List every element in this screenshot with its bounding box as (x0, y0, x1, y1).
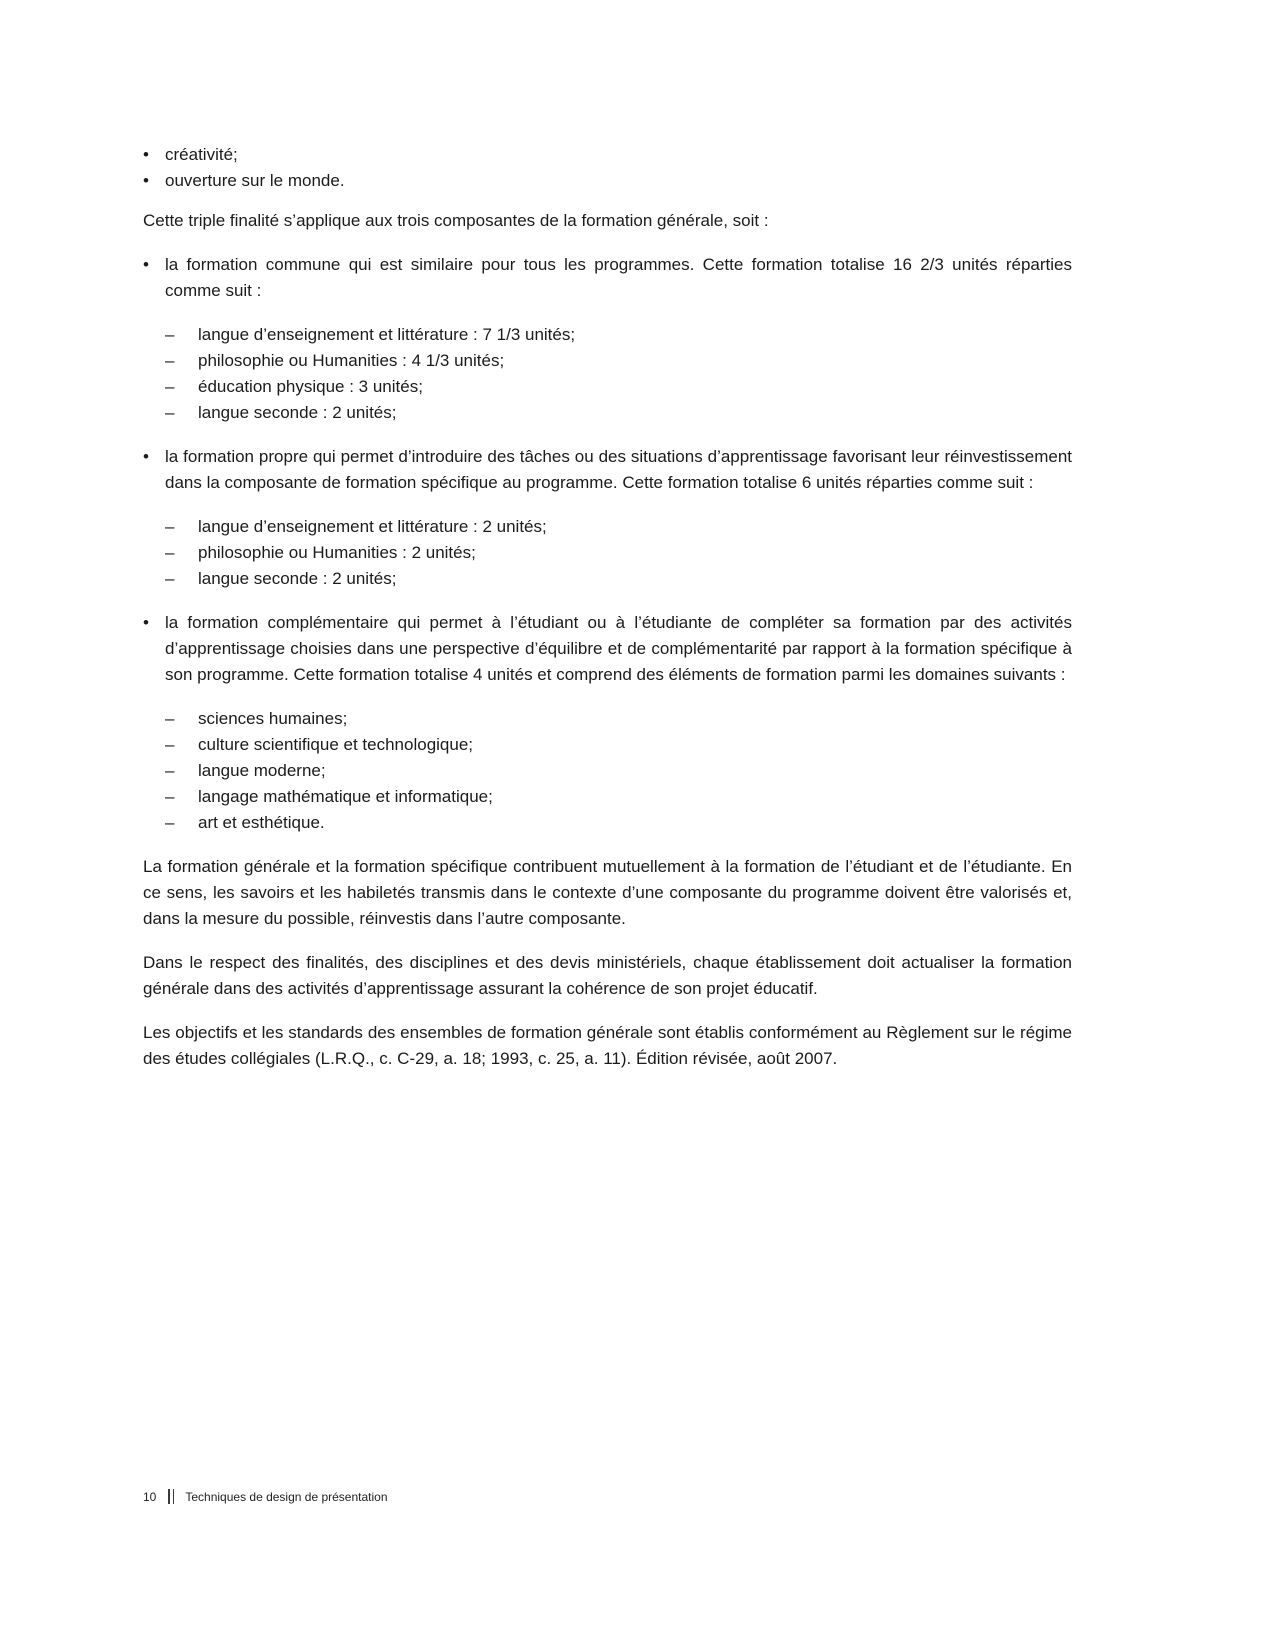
dash-icon: – (165, 813, 175, 832)
sub-item-text: langue d’enseignement et littérature : 2 unités; (198, 517, 547, 536)
sub-item (165, 540, 1072, 566)
bullet-section-text: la formation commune qui est similaire pour tous les programmes. Cette formation totalise 16 2/3 unités réparties comme suit : (165, 255, 1072, 300)
dash-icon: – (165, 735, 175, 754)
sub-item (165, 810, 1072, 836)
list-item-text: ouverture sur le monde. (165, 171, 345, 190)
sub-item (165, 706, 1072, 732)
dash-icon: – (165, 569, 175, 588)
dash-icon: – (165, 351, 175, 370)
dash-icon: – (165, 787, 175, 806)
paragraph: La formation générale et la formation spécifique contribuent mutuellement à la formation de l’étudiant et de l’étudiante. En ce sens, les savoirs et les habiletés transmis dans le contexte d’une composante du programme doivent être valorisés et, dans la mesure du possible, réinvestis dans l’autre composante. (143, 857, 1072, 928)
bullet-icon: • (143, 171, 149, 190)
page-footer (143, 1489, 388, 1504)
page-number: 10 (143, 1489, 157, 1504)
bullet-section-text: la formation complémentaire qui permet à l’étudiant ou à l’étudiante de compléter sa formation par des activités d’apprentissage choisies dans une perspective d’équilibre et de complémentarité par rapport à la formation spécifique à son programme. Cette formation totalise 4 unités et comprend des éléments de formation parmi les domaines suivants : (165, 613, 1072, 684)
bullet-icon: • (143, 613, 149, 632)
sub-item-text: art et esthétique. (198, 813, 325, 832)
bullet-icon: • (143, 255, 149, 274)
sub-item-text: philosophie ou Humanities : 2 unités; (198, 543, 476, 562)
paragraph: Les objectifs et les standards des ensembles de formation générale sont établis conformément au Règlement sur le régime des études collégiales (L.R.Q., c. C-29, a. 18; 1993, c. 25, a. 11). Édition révisée, août 2007. (143, 1023, 1072, 1068)
footer-divider (168, 1489, 174, 1504)
bullet-icon: • (143, 145, 149, 164)
sub-item-text: langue seconde : 2 unités; (198, 569, 397, 588)
sub-item (165, 784, 1072, 810)
page-content (143, 142, 1072, 1072)
footer-title: Techniques de design de présentation (185, 1489, 388, 1504)
sub-item (165, 400, 1072, 426)
sub-item-text: sciences humaines; (198, 709, 348, 728)
sub-item (165, 732, 1072, 758)
intro-paragraph: Cette triple finalité s’applique aux trois composantes de la formation générale, soit : (143, 211, 769, 230)
dash-icon: – (165, 403, 175, 422)
paragraph: Dans le respect des finalités, des disciplines et des devis ministériels, chaque établissement doit actualiser la formation générale dans des activités d’apprentissage assurant la cohérence de son projet éducatif. (143, 953, 1072, 998)
sub-item-text: philosophie ou Humanities : 4 1/3 unités; (198, 351, 505, 370)
sub-item (165, 758, 1072, 784)
sub-item-text: culture scientifique et technologique; (198, 735, 474, 754)
sub-item-text: langue seconde : 2 unités; (198, 403, 397, 422)
sub-list (143, 322, 1072, 426)
bullet-section (143, 610, 1072, 688)
bullet-section-text: la formation propre qui permet d’introduire des tâches ou des situations d’apprentissage favorisant leur réinvestissement dans la composante de formation spécifique au programme. Cette formation totalise 6 unités réparties comme suit : (165, 447, 1072, 492)
dash-icon: – (165, 517, 175, 536)
bullet-icon: • (143, 447, 149, 466)
dash-icon: – (165, 761, 175, 780)
dash-icon: – (165, 377, 175, 396)
dash-icon: – (165, 709, 175, 728)
bullet-section (143, 444, 1072, 496)
sub-list (143, 706, 1072, 836)
bullet-section (143, 252, 1072, 304)
list-item-text: créativité; (165, 145, 238, 164)
sub-item (165, 348, 1072, 374)
sub-list (143, 514, 1072, 592)
top-bullet-list (143, 142, 1072, 194)
dash-icon: – (165, 543, 175, 562)
list-item (143, 168, 1072, 194)
sub-item-text: éducation physique : 3 unités; (198, 377, 423, 396)
sub-item-text: langue d’enseignement et littérature : 7 1/3 unités; (198, 325, 576, 344)
list-item (143, 142, 1072, 168)
dash-icon: – (165, 325, 175, 344)
sub-item-text: langue moderne; (198, 761, 326, 780)
sub-item (165, 514, 1072, 540)
sub-item (165, 322, 1072, 348)
sub-item (165, 566, 1072, 592)
sub-item (165, 374, 1072, 400)
sub-item-text: langage mathématique et informatique; (198, 787, 493, 806)
